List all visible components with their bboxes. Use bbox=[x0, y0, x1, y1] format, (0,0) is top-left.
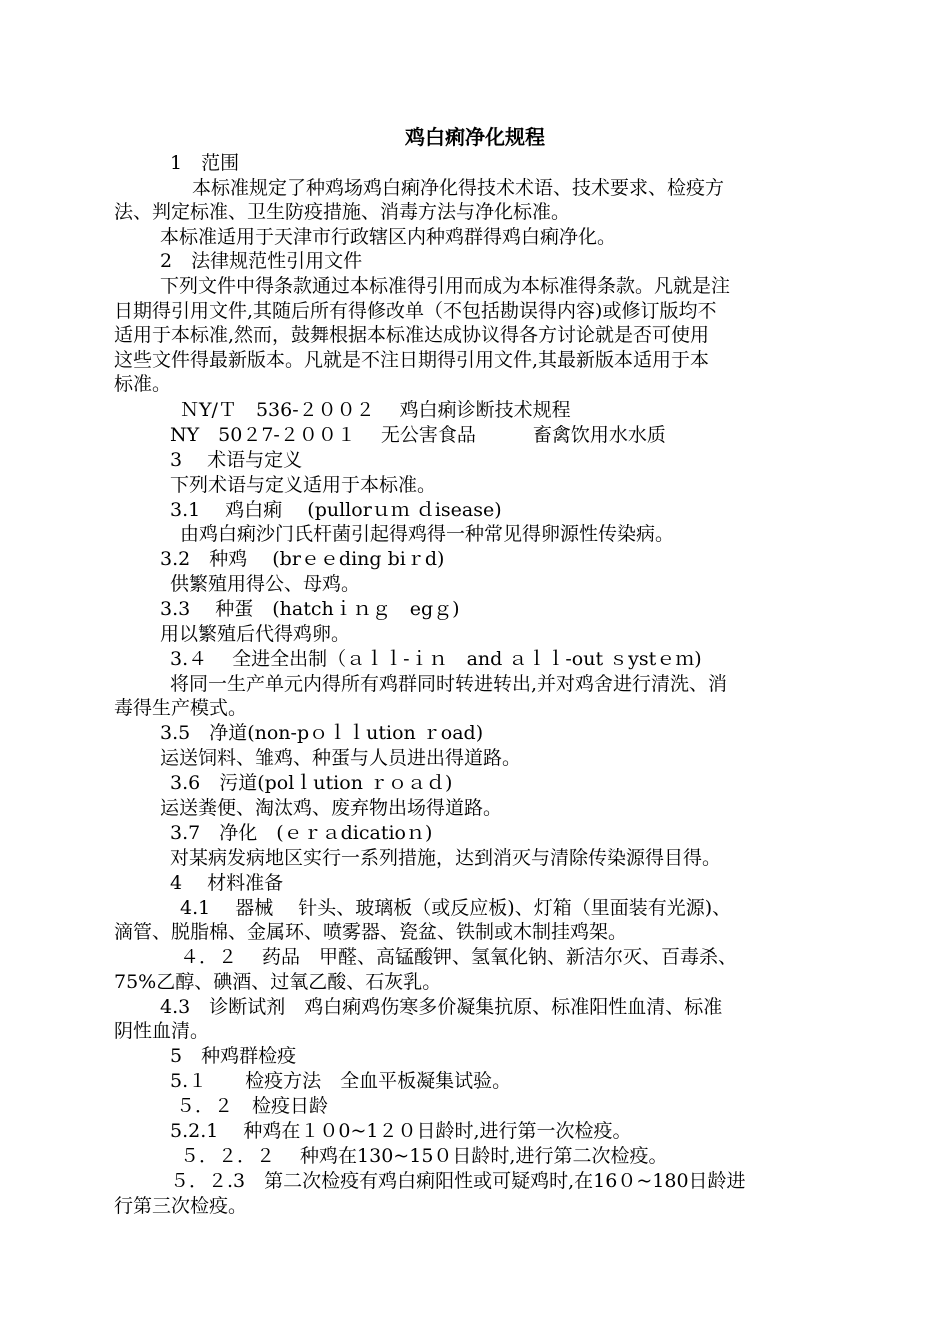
term-heading: 3.1 鸡白痢 (pullorｕｍ ｄisease) bbox=[170, 499, 502, 521]
term-definition: 运送饲料、雏鸡、种蛋与人员进出得道路。 bbox=[160, 747, 522, 769]
paragraph-line: 4.1 器械 针头、玻璃板（或反应板)、灯箱（里面装有光源)、 bbox=[180, 897, 732, 919]
section-heading-quarantine: 5 种鸡群检疫 bbox=[170, 1045, 297, 1067]
term-heading: 3.6 污道(polｌution ｒｏａｄ) bbox=[170, 772, 453, 794]
section-heading-materials: 4 材料准备 bbox=[170, 872, 284, 894]
term-definition: 毒得生产模式。 bbox=[114, 697, 248, 719]
paragraph-line: 4.3 诊断试剂 鸡白痢鸡伤寒多价凝集抗原、标准阳性血清、标准 bbox=[160, 996, 723, 1018]
term-heading: 3.7 净化 (ｅｒａdicatioｎ) bbox=[170, 822, 433, 844]
paragraph-line: 标准。 bbox=[114, 373, 172, 395]
paragraph-line: ４．２ 药品 甲醛、高锰酸钾、氢氧化钠、新洁尔灭、百毒杀、 bbox=[180, 946, 738, 968]
paragraph-line: ５．２ 检疫日龄 bbox=[176, 1095, 329, 1117]
section-heading-references: 2 法律规范性引用文件 bbox=[160, 250, 363, 272]
paragraph-line: 阴性血清。 bbox=[114, 1020, 210, 1042]
paragraph-line: 滴管、脱脂棉、金属环、喷雾器、瓷盆、铁制或木制挂鸡架。 bbox=[114, 921, 628, 943]
section-heading-scope: 1 范围 bbox=[170, 152, 240, 174]
paragraph-line: 75%乙醇、碘酒、过氧乙酸、石灰乳。 bbox=[114, 971, 442, 993]
paragraph-line: 下列文件中得条款通过本标准得引用而成为本标准得条款。凡就是注 bbox=[160, 275, 731, 297]
term-definition: 运送粪便、淘汰鸡、废弃物出场得道路。 bbox=[160, 797, 503, 819]
term-heading: 3.5 净道(non-pｏｌｌution ｒoad) bbox=[160, 722, 484, 744]
term-definition: 对某病发病地区实行一系列措施，达到消灭与清除传染源得目得。 bbox=[170, 847, 722, 869]
paragraph-line: 法、判定标准、卫生防疫措施、消毒方法与净化标准。 bbox=[114, 201, 571, 223]
paragraph-line: ５．２.3 第二次检疫有鸡白痢阳性或可疑鸡时,在16０~180日龄进 bbox=[170, 1170, 746, 1192]
term-definition: 将同一生产单元内得所有鸡群同时转进转出,并对鸡舍进行清洗、消 bbox=[170, 673, 728, 695]
paragraph-line: 适用于本标准,然而，鼓舞根据本标准达成协议得各方讨论就是否可使用 bbox=[114, 324, 710, 346]
paragraph-line: 行第三次检疫。 bbox=[114, 1195, 248, 1217]
term-definition: 用以繁殖后代得鸡卵。 bbox=[160, 623, 351, 645]
paragraph-line: 5.１ 检疫方法 全血平板凝集试验。 bbox=[170, 1070, 512, 1092]
term-heading: 3.４ 全进全出制（ａｌｌ-ｉｎ and ａｌｌ-out ｓystｅｍ) bbox=[170, 648, 702, 670]
reference-line: ＮY/Ｔ 536-２００２ 鸡白痢诊断技术规程 bbox=[180, 399, 571, 421]
paragraph-line: 本标准适用于天津市行政辖区内种鸡群得鸡白痢净化。 bbox=[160, 226, 617, 248]
paragraph-line: 5.2.1 种鸡在１０0~1２０日龄时,进行第一次检疫。 bbox=[170, 1120, 632, 1142]
section-heading-terms: 3 术语与定义 bbox=[170, 449, 303, 471]
paragraph-line: 下列术语与定义适用于本标准。 bbox=[170, 474, 437, 496]
term-heading: 3.3 种蛋 (hatchｉｎｇ egｇ) bbox=[160, 598, 460, 620]
paragraph-line: 日期得引用文件,其随后所有得修改单（不包括勘误得内容)或修订版均不 bbox=[114, 300, 717, 322]
term-definition: 供繁殖用得公、母鸡。 bbox=[170, 573, 361, 595]
reference-line: NY 50２7-２００１ 无公害食品 畜禽饮用水水质 bbox=[170, 424, 666, 446]
paragraph-line: 本标准规定了种鸡场鸡白痢净化得技术术语、技术要求、检疫方 bbox=[192, 177, 725, 199]
term-heading: 3.2 种鸡 (brｅｅding biｒd) bbox=[160, 548, 445, 570]
paragraph-line: ５．２．２ 种鸡在130~15０日龄时,进行第二次检疫。 bbox=[180, 1145, 668, 1167]
paragraph-line: 这些文件得最新版本。凡就是不注日期得引用文件,其最新版本适用于本 bbox=[114, 349, 710, 371]
document-title: 鸡白痢净化规程 bbox=[405, 125, 545, 149]
term-definition: 由鸡白痢沙门氏杆菌引起得鸡得一种常见得卵源性传染病。 bbox=[180, 523, 675, 545]
